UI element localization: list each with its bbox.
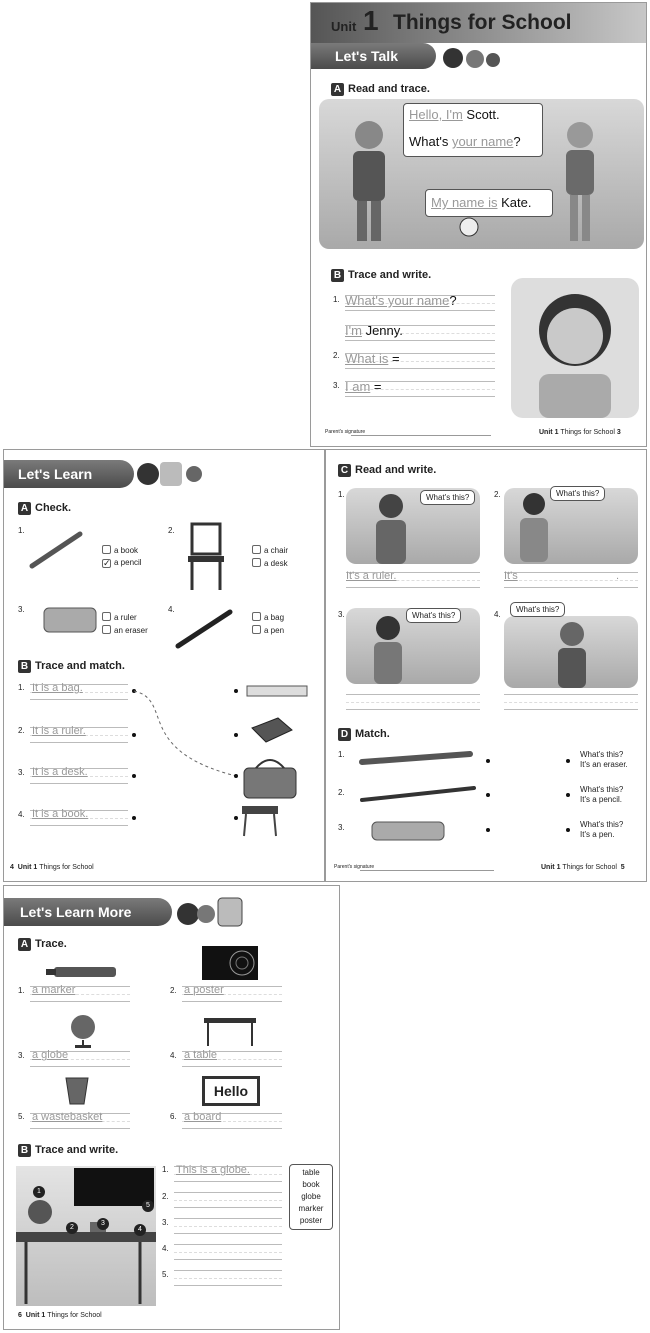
item-number: 1. [338,750,345,759]
writing-line [174,1244,282,1260]
pencil-illustration [356,748,476,768]
section-b-heading: B Trace and write. [18,1144,118,1157]
writing-line [174,1270,282,1286]
girl-illustration [555,117,605,247]
filled-text: Scott. [466,107,500,122]
filled-text: Kate. [501,195,532,210]
trace-poster: a poster [184,984,224,996]
option-pencil[interactable]: ✓ a pencil [103,558,142,568]
option-chair[interactable]: a chair [252,545,288,555]
pic-label-1: 1 [33,1186,45,1198]
marker-illustration [44,964,124,980]
pic-label-2: 2 [66,1222,78,1234]
poster-illustration [202,946,258,980]
section-letter: B [331,269,344,282]
line-3: What is = [345,351,400,366]
writing-line [174,1192,282,1208]
line-1: What's your name? [345,293,457,308]
board-illustration [202,1076,260,1106]
table-illustration [202,1016,258,1048]
item-number: 2. [494,490,501,499]
section-b-heading: B Trace and match. [18,660,125,673]
match-dot[interactable] [234,816,238,820]
speech-bubble: What's this? [420,490,475,505]
speech-bubble-scott [403,103,543,157]
lesson-banner [311,43,436,69]
girl-with-desk [512,490,556,564]
girl-pointing [366,614,410,684]
item-number: 2. [162,1192,169,1201]
section-title: Read and trace. [348,83,430,95]
unit-title-banner [311,3,647,43]
item-number: 1. [18,683,25,692]
section-b-heading [331,269,431,282]
lesson-title: Let's Learn [18,466,93,482]
trace-line-2: It is a ruler. [32,725,86,737]
boy-illustration [339,117,399,247]
writing-line [504,694,638,710]
cat-mascots [441,45,501,71]
bag-illustration [240,756,300,800]
item-number: 3. [333,381,340,390]
pen-illustration [356,784,480,804]
speech-bubble: What's this? [510,602,565,617]
item-number: 4. [494,610,501,619]
page-5-footer: Unit 1 Things for School 5 [541,864,625,871]
pic-label-5: 5 [142,1200,154,1212]
option-bag[interactable]: a bag [252,612,284,622]
desk-illustration [240,802,280,838]
item-number: 4. [168,605,175,614]
option-book[interactable]: a book [102,545,138,555]
match-dot[interactable] [234,689,238,693]
trace-board: a board [184,1111,222,1123]
signature-line [360,870,494,871]
match-answer-1: What's this? It's an eraser. [580,750,628,769]
item-number: 3. [18,1051,25,1060]
match-dot[interactable] [486,793,490,797]
option-eraser[interactable]: an eraser [102,625,148,635]
trace-sentence-1: This is a globe. [176,1164,250,1176]
item-number: 2. [338,788,345,797]
item-number: 2. [18,726,25,735]
book-illustration [248,716,294,748]
section-a-heading: A Check. [18,502,71,515]
board-word: Hello [213,1083,249,1099]
boy-with-ruler [366,490,416,564]
checkbox-checked[interactable]: ✓ [103,558,111,568]
page-4 [3,449,325,882]
signature-line [351,435,491,436]
parent-signature-label: Parent's signature [334,864,375,870]
writing-line [346,694,480,710]
item-number: 4. [170,1051,177,1060]
answer-1: It's a ruler. [346,570,397,582]
trace-line-4: It is a book. [32,808,89,820]
trace-marker: a marker [32,984,76,996]
word-globe: globe [301,1192,321,1201]
item-number: 1. [333,295,340,304]
unit-label: Unit [331,19,357,34]
cat-mascots [174,892,244,932]
section-c-heading: C Read and write. [338,464,436,477]
section-a-heading: A Trace. [18,938,67,951]
item-number: 2. [168,526,175,535]
word-book: book [302,1180,320,1189]
speech-bubble-kate [425,189,553,217]
wastebasket-illustration [64,1076,90,1106]
item-number: 6. [170,1112,177,1121]
match-answer-2: What's this? It's a pencil. [580,785,624,804]
filled-text: What's [409,134,449,149]
parent-signature-label: Parent's signature [325,429,366,435]
trace-line-3: It is a desk. [32,766,88,778]
item-number: 4. [18,810,25,819]
item-number: 1. [162,1165,169,1174]
match-dot[interactable] [234,733,238,737]
section-title: Trace and write. [348,269,432,281]
item-number: 5. [18,1112,25,1121]
item-number: 5. [162,1270,169,1279]
boy-with-glasses [550,620,594,688]
word-box [289,1164,333,1230]
jenny-illustration [511,278,639,418]
unit-number: 1 [363,5,379,36]
item-number: 2. [333,351,340,360]
trace-wastebasket: a wastebasket [32,1111,103,1123]
item-number: 3. [18,768,25,777]
match-dot[interactable] [566,759,570,763]
trace-text: your name [451,134,514,149]
option-desk[interactable]: a desk [252,558,288,568]
eraser-illustration [370,820,446,842]
page-6 [3,885,340,1330]
lesson-title: Let's Learn More [20,904,132,920]
item-number: 3. [338,610,345,619]
section-letter: A [331,83,344,96]
match-dot[interactable] [566,793,570,797]
page-4-footer: 4 Unit 1 Things for School [10,864,94,871]
soccer-ball [459,217,479,237]
word-marker: marker [298,1204,324,1213]
match-dot[interactable] [234,774,238,778]
section-a-heading [331,83,430,96]
item-number: 1. [18,526,25,535]
option-pen[interactable]: a pen [252,625,284,635]
section-d-heading: D Match. [338,728,390,741]
page-3-footer: Unit 1 Things for School 3 [539,429,621,436]
trace-text: My name is [431,195,498,210]
page-3 [310,2,647,447]
lesson-banner [4,898,172,926]
page-5 [325,449,647,882]
pic-label-3: 3 [97,1218,109,1230]
trace-globe: a globe [32,1049,69,1061]
match-dot[interactable] [486,828,490,832]
ruler-illustration [246,684,308,698]
lesson-title: Let's Talk [335,48,398,64]
pic-label-4: 4 [134,1224,146,1236]
item-number: 3. [18,605,25,614]
item-number: 2. [170,986,177,995]
unit-title: Things for School [393,11,572,34]
option-ruler[interactable]: a ruler [102,612,137,622]
word-poster: poster [299,1216,323,1225]
line-4: I am = [345,379,382,394]
filled-text: ? [513,134,521,149]
match-dot[interactable] [566,828,570,832]
word-table: table [302,1168,320,1177]
speech-bubble: What's this? [550,486,605,501]
item-number: 3. [338,823,345,832]
item-number: 4. [162,1244,169,1253]
trace-text: Hello, I'm [409,107,463,122]
answer-2: It's . [504,570,620,582]
match-dot[interactable] [486,759,490,763]
trace-table: a table [184,1049,218,1061]
globe-illustration [68,1014,98,1048]
item-number: 3. [162,1218,169,1227]
match-answer-3: What's this? It's a pen. [580,820,624,839]
item-number: 1. [18,986,25,995]
page-6-footer: 6 Unit 1 Things for School [18,1312,102,1319]
item-number: 1. [338,490,345,499]
writing-line [174,1218,282,1234]
line-2: I'm Jenny. [345,323,403,338]
trace-line-1: It is a bag. [32,682,83,694]
speech-bubble: What's this? [406,608,461,623]
